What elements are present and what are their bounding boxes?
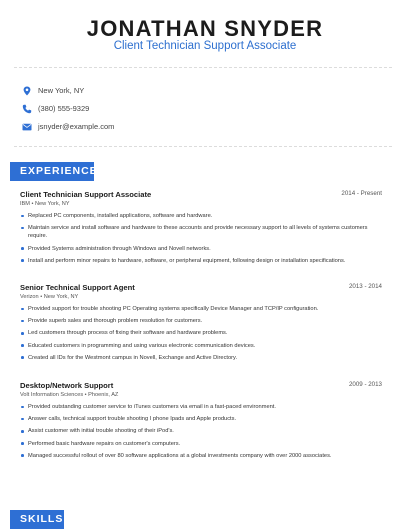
bullet-item: Performed basic hardware repairs on customer's computers. [20, 440, 382, 448]
phone-icon [22, 104, 32, 114]
bullet-item: Created all IDs for the Westmont campus in Novell, Exchange and Active Directory. [20, 354, 382, 362]
bullet-item: Provided outstanding customer service to iTunes customers via email in a fast-paced environment. [20, 403, 382, 411]
section-heading-experience: EXPERIENCE [10, 162, 94, 181]
candidate-title: Client Technician Support Associate [113, 40, 297, 52]
bullet-item: Install and perform minor repairs to hardware, software, or peripheral equipment, following design or installation specifications. [20, 257, 382, 265]
bullet-item: Provided Systems administration through Windows and Novell networks. [20, 245, 382, 253]
bullet-item: Provided support for trouble shooting PC Operating systems specifically Device Manager and TCP/IP configuration. [20, 305, 382, 313]
contact-email [22, 121, 382, 135]
job-dates: 2009 - 2013 [348, 381, 382, 388]
job-entry [20, 190, 382, 265]
bullet-item: Replaced PC components, installed applications, software and hardware. [20, 212, 382, 220]
job-entry [20, 381, 382, 460]
divider-top [14, 67, 392, 68]
job-bullets [20, 212, 382, 265]
bullet-item: Provide superb sales and thorough problem resolution for customers. [20, 317, 382, 325]
job-company: IBM • New York, NY [20, 201, 70, 207]
bullet-item: Educated customers in programming and using various electronic communication devices. [20, 342, 382, 350]
job-dates: 2013 - 2014 [348, 283, 382, 290]
candidate-name: JONATHAN SNYDER [86, 16, 324, 41]
contact-phone-text: (380) 555-9329 [38, 104, 90, 113]
contact-phone [22, 103, 382, 117]
job-bullets [20, 403, 382, 460]
section-heading-skills: SKILLS [10, 510, 64, 529]
job-entry [20, 283, 382, 362]
contact-location [22, 85, 382, 99]
job-title: Client Technician Support Associate [20, 190, 152, 199]
bullet-item: Maintain service and install software and hardware to these accounts and provide necessary support to all levels of systems customers require. [20, 224, 382, 240]
bullet-item: Answer calls, technical support trouble shooting I phone Ipads and Apple products. [20, 415, 382, 423]
job-title: Desktop/Network Support [20, 381, 114, 390]
divider-contact [14, 146, 392, 147]
bullet-item: Led customers through process of fixing their software and hardware problems. [20, 329, 382, 337]
contact-location-text: New York, NY [38, 86, 85, 95]
bullet-item: Managed successful rollout of over 80 software applications at a global investments company with over 2000 associates. [20, 452, 382, 460]
job-title: Senior Technical Support Agent [20, 283, 135, 292]
bullet-item: Assist customer with initial trouble shooting of their iPod's. [20, 427, 382, 435]
job-bullets [20, 305, 382, 362]
location-pin-icon [22, 86, 32, 96]
email-icon [22, 122, 32, 132]
job-dates: 2014 - Present [341, 190, 382, 197]
job-company: Volt Information Sciences • Phoenix, AZ [20, 392, 119, 398]
contact-email-link[interactable]: jsnyder@example.com [38, 122, 115, 131]
job-company: Verizon • New York, NY [20, 294, 79, 300]
